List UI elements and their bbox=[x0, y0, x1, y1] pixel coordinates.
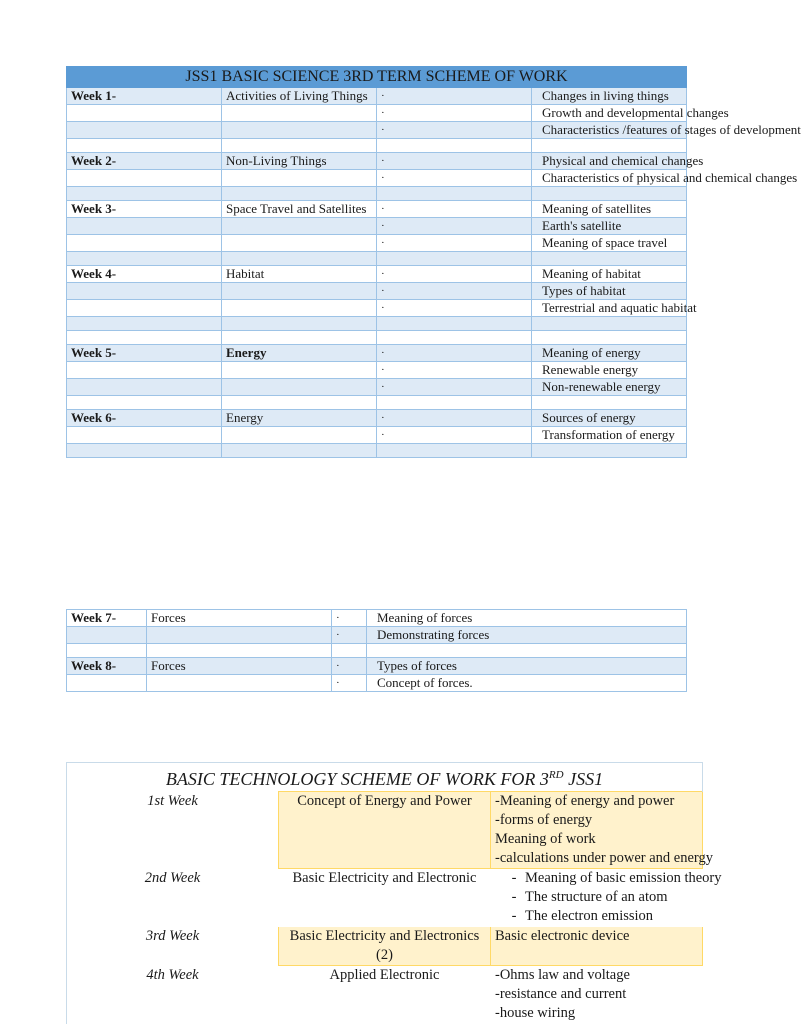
content-text: Basic electronic device bbox=[495, 928, 630, 944]
basic-science-table bbox=[66, 66, 801, 458]
table-row bbox=[67, 427, 687, 444]
content-cell bbox=[532, 444, 687, 458]
week-cell: Week 7- bbox=[67, 610, 147, 627]
table-row bbox=[67, 153, 687, 170]
content-cell: Meaning of forces bbox=[367, 610, 687, 627]
table-row bbox=[67, 122, 687, 139]
content-text: -calculations under power and energy bbox=[495, 850, 713, 866]
content-cell bbox=[491, 792, 713, 869]
bullet-cell bbox=[332, 644, 367, 658]
topic-cell bbox=[222, 252, 377, 266]
topic-cell bbox=[222, 300, 377, 317]
topic-cell bbox=[147, 675, 332, 692]
content-line bbox=[495, 985, 698, 1004]
basic-technology-title: BASIC TECHNOLOGY SCHEME OF WORK FOR 3RD JSS1 bbox=[67, 763, 703, 792]
content-cell bbox=[532, 331, 687, 345]
spacer-row bbox=[67, 331, 687, 345]
topic-cell: Non-Living Things bbox=[222, 153, 377, 170]
bullet-cell bbox=[377, 252, 532, 266]
table-row bbox=[67, 201, 687, 218]
week-cell bbox=[67, 427, 222, 444]
week-cell: Week 4- bbox=[67, 266, 222, 283]
table-row bbox=[67, 235, 687, 252]
table-row bbox=[67, 362, 687, 379]
week-cell: Week 5- bbox=[67, 345, 222, 362]
content-text: -resistance and current bbox=[495, 986, 627, 1002]
content-line bbox=[495, 888, 698, 907]
bullet-cell: · bbox=[377, 122, 532, 139]
spacer-row bbox=[67, 252, 687, 266]
bullet-cell: · bbox=[332, 675, 367, 692]
spacer-row bbox=[67, 317, 687, 331]
bullet-cell bbox=[377, 187, 532, 201]
week-cell bbox=[67, 283, 222, 300]
content-cell: Earth's satellite bbox=[532, 218, 687, 235]
topic-cell bbox=[222, 427, 377, 444]
topic-cell bbox=[222, 218, 377, 235]
week-cell bbox=[67, 362, 222, 379]
week-cell: Week 6- bbox=[67, 410, 222, 427]
topic-cell: Basic Electricity and Electronics (2) bbox=[279, 927, 491, 966]
week-cell bbox=[67, 675, 147, 692]
week-cell bbox=[67, 627, 147, 644]
content-line bbox=[495, 1004, 698, 1023]
bullet-cell bbox=[377, 317, 532, 331]
bullet-cell bbox=[377, 139, 532, 153]
topic-cell: Energy bbox=[222, 410, 377, 427]
table-row bbox=[67, 869, 703, 927]
content-text: -house wiring bbox=[495, 1005, 576, 1021]
week-cell: 2nd Week bbox=[67, 869, 279, 927]
topic-cell bbox=[222, 362, 377, 379]
table-row bbox=[67, 927, 703, 966]
topic-cell bbox=[222, 122, 377, 139]
spacer-row bbox=[67, 396, 687, 410]
week-cell bbox=[67, 218, 222, 235]
topic-cell bbox=[222, 331, 377, 345]
content-cell bbox=[491, 966, 703, 1024]
content-cell bbox=[491, 869, 722, 927]
week-cell: Week 2- bbox=[67, 153, 222, 170]
content-cell: Concept of forces. bbox=[367, 675, 687, 692]
topic-cell: Applied Electronic bbox=[279, 966, 491, 1024]
table-row bbox=[67, 283, 687, 300]
bullet-cell: · bbox=[377, 345, 532, 362]
bullet-cell: · bbox=[377, 410, 532, 427]
week-cell: Week 8- bbox=[67, 658, 147, 675]
content-cell: Physical and chemical changes bbox=[532, 153, 687, 170]
week-cell: 4th Week bbox=[67, 966, 279, 1024]
topic-cell: Space Travel and Satellites bbox=[222, 201, 377, 218]
content-cell: Changes in living things bbox=[532, 88, 687, 105]
content-line bbox=[495, 849, 713, 868]
table-row bbox=[67, 627, 687, 644]
bullet-cell: · bbox=[377, 300, 532, 317]
topic-cell: Forces bbox=[147, 658, 332, 675]
topic-cell: Habitat bbox=[222, 266, 377, 283]
week-cell: Week 3- bbox=[67, 201, 222, 218]
table-row bbox=[67, 410, 687, 427]
table-row bbox=[67, 379, 687, 396]
bullet-cell: · bbox=[332, 658, 367, 675]
bullet-cell: · bbox=[332, 610, 367, 627]
table-title-row bbox=[67, 763, 703, 792]
bullet-cell: · bbox=[377, 235, 532, 252]
table-row bbox=[67, 658, 687, 675]
week-cell bbox=[67, 300, 222, 317]
dash-bullet: - bbox=[511, 908, 517, 924]
basic-technology-table bbox=[66, 762, 722, 1024]
dash-bullet: - bbox=[511, 870, 517, 886]
topic-cell bbox=[147, 627, 332, 644]
week-cell bbox=[67, 379, 222, 396]
week-cell bbox=[67, 105, 222, 122]
topic-cell bbox=[222, 105, 377, 122]
content-cell bbox=[532, 187, 687, 201]
topic-cell bbox=[222, 444, 377, 458]
content-cell: Meaning of energy bbox=[532, 345, 687, 362]
content-cell bbox=[367, 644, 687, 658]
content-cell: Non-renewable energy bbox=[532, 379, 687, 396]
topic-cell bbox=[222, 187, 377, 201]
bullet-cell bbox=[377, 396, 532, 410]
content-line bbox=[495, 811, 698, 830]
bullet-cell: · bbox=[377, 201, 532, 218]
content-text: The structure of an atom bbox=[525, 889, 668, 905]
content-cell bbox=[532, 396, 687, 410]
week-cell bbox=[67, 139, 222, 153]
bullet-cell: · bbox=[377, 427, 532, 444]
topic-cell bbox=[222, 379, 377, 396]
week-cell bbox=[67, 444, 222, 458]
topic-cell bbox=[222, 317, 377, 331]
content-cell: Meaning of habitat bbox=[532, 266, 687, 283]
content-line bbox=[495, 966, 698, 985]
dash-bullet: - bbox=[511, 889, 517, 905]
content-cell: Terrestrial and aquatic habitat bbox=[532, 300, 687, 317]
table-title-row bbox=[67, 67, 687, 88]
topic-cell bbox=[147, 644, 332, 658]
bullet-cell bbox=[377, 444, 532, 458]
table-row bbox=[67, 345, 687, 362]
content-cell: Characteristics /features of stages of development bbox=[532, 122, 687, 139]
content-cell bbox=[532, 139, 687, 153]
topic-cell: Basic Electricity and Electronic bbox=[279, 869, 491, 927]
bullet-cell bbox=[377, 331, 532, 345]
content-cell bbox=[532, 252, 687, 266]
week-cell: Week 1- bbox=[67, 88, 222, 105]
table-row bbox=[67, 610, 687, 627]
content-cell bbox=[532, 317, 687, 331]
content-cell: Meaning of satellites bbox=[532, 201, 687, 218]
topic-cell: Activities of Living Things bbox=[222, 88, 377, 105]
content-text: -Ohms law and voltage bbox=[495, 967, 630, 983]
content-line bbox=[495, 792, 698, 811]
table-row bbox=[67, 266, 687, 283]
week-cell bbox=[67, 644, 147, 658]
content-cell: Types of forces bbox=[367, 658, 687, 675]
bullet-cell: · bbox=[377, 266, 532, 283]
content-cell: Renewable energy bbox=[532, 362, 687, 379]
week-cell bbox=[67, 235, 222, 252]
table-row bbox=[67, 792, 703, 869]
week-cell: 3rd Week bbox=[67, 927, 279, 966]
bullet-cell: · bbox=[377, 105, 532, 122]
content-line bbox=[495, 907, 698, 926]
content-cell: Sources of energy bbox=[532, 410, 687, 427]
week-cell bbox=[67, 170, 222, 187]
topic-cell: Energy bbox=[222, 345, 377, 362]
table-row bbox=[67, 675, 687, 692]
bullet-cell: · bbox=[377, 379, 532, 396]
bullet-cell: · bbox=[377, 218, 532, 235]
table-row bbox=[67, 88, 687, 105]
content-text: -Meaning of energy and power bbox=[495, 793, 675, 809]
bullet-cell: · bbox=[332, 627, 367, 644]
spacer-row bbox=[67, 187, 687, 201]
week-cell bbox=[67, 317, 222, 331]
topic-cell: Forces bbox=[147, 610, 332, 627]
content-cell: Types of habitat bbox=[532, 283, 687, 300]
table-row bbox=[67, 105, 687, 122]
content-text: Meaning of basic emission theory bbox=[525, 870, 722, 886]
table-row bbox=[67, 218, 687, 235]
spacer-row bbox=[67, 139, 687, 153]
bullet-cell: · bbox=[377, 362, 532, 379]
content-line bbox=[495, 869, 722, 888]
content-cell: Transformation of energy bbox=[532, 427, 687, 444]
week-cell bbox=[67, 331, 222, 345]
topic-cell: Concept of Energy and Power bbox=[279, 792, 491, 869]
bullet-cell: · bbox=[377, 283, 532, 300]
week-cell bbox=[67, 396, 222, 410]
bullet-cell: · bbox=[377, 88, 532, 105]
topic-cell bbox=[222, 396, 377, 410]
basic-science-table-continued bbox=[66, 609, 687, 692]
topic-cell bbox=[222, 139, 377, 153]
content-line bbox=[495, 830, 698, 849]
table-row bbox=[67, 966, 703, 1024]
table-row bbox=[67, 300, 687, 317]
topic-cell bbox=[222, 283, 377, 300]
week-cell bbox=[67, 187, 222, 201]
content-text: The electron emission bbox=[525, 908, 654, 924]
week-cell: 1st Week bbox=[67, 792, 279, 869]
bullet-cell: · bbox=[377, 170, 532, 187]
content-line bbox=[495, 927, 698, 946]
bullet-cell: · bbox=[377, 153, 532, 170]
table-row bbox=[67, 170, 687, 187]
topic-cell bbox=[222, 235, 377, 252]
week-cell bbox=[67, 252, 222, 266]
week-cell bbox=[67, 122, 222, 139]
spacer-row bbox=[67, 644, 687, 658]
content-cell: Meaning of space travel bbox=[532, 235, 687, 252]
content-text: Meaning of work bbox=[495, 831, 596, 847]
topic-cell bbox=[222, 170, 377, 187]
content-cell bbox=[491, 927, 703, 966]
content-text: -forms of energy bbox=[495, 812, 593, 828]
content-cell: Demonstrating forces bbox=[367, 627, 687, 644]
content-cell: Growth and developmental changes bbox=[532, 105, 687, 122]
spacer-row bbox=[67, 444, 687, 458]
basic-science-title: JSS1 BASIC SCIENCE 3RD TERM SCHEME OF WORK bbox=[67, 67, 687, 88]
content-cell: Characteristics of physical and chemical changes bbox=[532, 170, 687, 187]
